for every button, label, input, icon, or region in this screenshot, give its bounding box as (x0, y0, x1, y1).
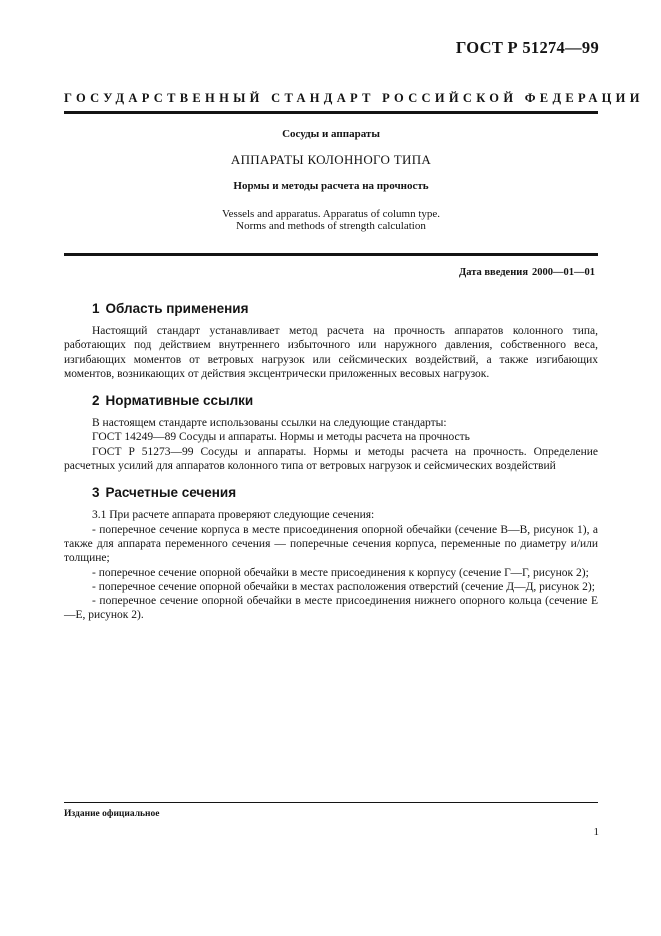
section-item-vv: - поперечное сечение корпуса в месте присоединения опорной обечайки (сечение В—В, рисунок 1), а также для аппарата переменного сечения — поперечные сечения корпуса, переменные по диаметру и/или толщине; (64, 523, 598, 565)
subtitle: Нормы и методы расчета на прочность (233, 180, 429, 192)
english-title (64, 208, 598, 232)
section-item-dd: - поперечное сечение опорной обечайки в местах расположения отверстий (сечение Д—Д, рисунок 2); (92, 580, 595, 593)
reference-gost-14249: ГОСТ 14249—89 Сосуды и аппараты. Нормы и методы расчета на прочность (92, 431, 470, 444)
section-item-gg: - поперечное сечение опорной обечайки в месте присоединения к корпусу (сечение Г—Г, рисунок 2); (92, 566, 589, 579)
title-block-rule (64, 253, 598, 256)
section-2-intro: В настоящем стандарте использованы ссылки на следующие стандарты: (92, 417, 447, 430)
section-2-number: 2 (92, 393, 100, 409)
section-3-heading (92, 484, 598, 502)
document-body (64, 300, 598, 623)
introduction-date-value: 2000—01—01 (532, 267, 595, 278)
section-2-title: Нормативные ссылки (105, 393, 254, 409)
footer-rule (64, 802, 598, 803)
state-standard-heading: ГОСУДАРСТВЕННЫЙ СТАНДАРТ РОССИЙСКОЙ ФЕДЕРАЦИИ (64, 91, 644, 105)
section-2-heading (92, 392, 598, 410)
section-3-title: Расчетные сечения (105, 485, 237, 501)
section-item-ee: - поперечное сечение опорной обечайки в месте присоединения нижнего опорного кольца (сечение Е—Е, рисунок 2). (64, 595, 598, 622)
section-1-title: Область применения (105, 301, 249, 316)
english-title-line-2: Norms and methods of strength calculation (236, 220, 426, 232)
section-1-heading (92, 300, 598, 318)
header-rule (64, 111, 598, 114)
section-3-number: 3 (92, 485, 100, 501)
section-1-number: 1 (92, 301, 100, 316)
introduction-date-label: Дата введения (459, 267, 528, 278)
main-title: АППАРАТЫ КОЛОННОГО ТИПА (230, 152, 432, 167)
clause-3-1: 3.1 При расчете аппарата проверяют следующие сечения: (92, 509, 375, 522)
standard-group: Сосуды и аппараты (282, 128, 380, 140)
page-number: 1 (593, 826, 599, 838)
section-1-paragraph: Настоящий стандарт устанавливает метод расчета на прочность аппаратов колонного типа, работающих под действием внутреннего избыточного или наружного давления, собственного веса, изгибающих моментов от ветровых нагрузок или сейсмических воздействий, а также изгибающих моментов, возникающих от действия эксцентрически приложенных весовых нагрузок. (64, 325, 598, 380)
standard-designation: ГОСТ Р 51274—99 (455, 38, 599, 57)
introduction-date (459, 267, 599, 278)
english-title-line-1: Vessels and apparatus. Apparatus of column type. (221, 208, 441, 220)
edition-note: Издание официальное (64, 809, 160, 819)
reference-gost-r-51273: ГОСТ Р 51273—99 Сосуды и аппараты. Нормы и методы расчета на прочность. Определение расчетных усилий для аппаратов колонного типа от ветровых нагрузок и сейсмических воздействий (64, 445, 598, 473)
